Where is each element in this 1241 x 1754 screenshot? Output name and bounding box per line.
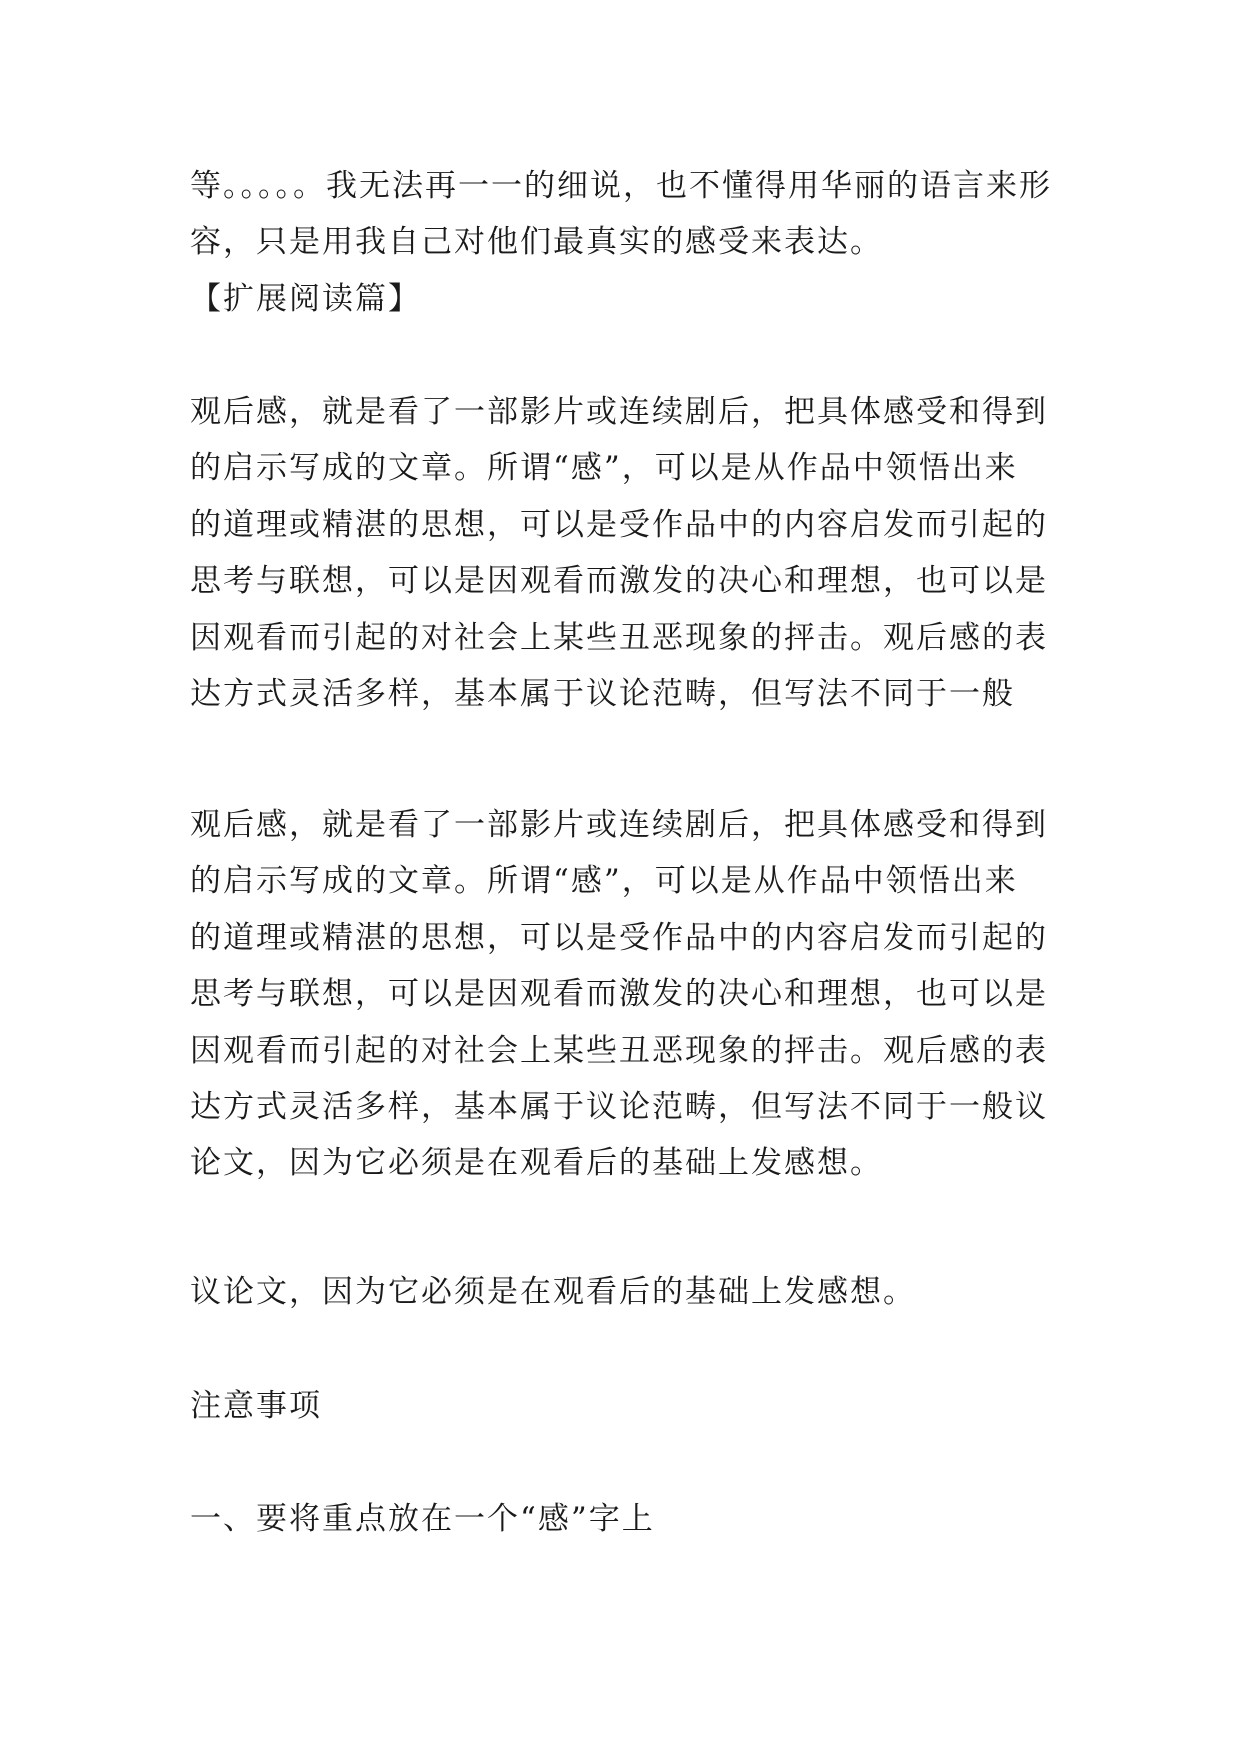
text-line: 的道理或精湛的思想，可以是受作品中的内容启发而引起的 (190, 506, 1048, 543)
text-line: 达方式灵活多样，基本属于议论范畴，但写法不同于一般 (190, 675, 1015, 712)
section-heading-extended-reading: 【扩展阅读篇】 (190, 280, 421, 317)
text-line: 思考与联想，可以是因观看而激发的决心和理想，也可以是 (190, 563, 1048, 600)
paragraph-definition-1 (190, 384, 1070, 722)
text-line: 因观看而引起的对社会上某些丑恶现象的抨击。观后感的表 (190, 1032, 1048, 1069)
text-line: 的道理或精湛的思想，可以是受作品中的内容启发而引起的 (190, 919, 1048, 956)
notes-heading (190, 1378, 1070, 1434)
text-line: 容，只是用我自己对他们最真实的感受来表达。 (190, 224, 883, 261)
text-line: 的启示写成的文章。所谓“感”，可以是从作品中领悟出来 (190, 863, 1018, 900)
text-line: 议论文，因为它必须是在观看后的基础上发感想。 (190, 1274, 916, 1310)
text-line: 论文，因为它必须是在观看后的基础上发感想。 (190, 1145, 883, 1182)
text-line: 观后感，就是看了一部影片或连续剧后，把具体感受和得到 (190, 807, 1048, 843)
paragraph-continuation (190, 1264, 1070, 1320)
list-item-text: 一、要将重点放在一个“感”字上 (190, 1501, 655, 1537)
paragraph-intro (190, 158, 1070, 327)
paragraph-definition-2 (190, 797, 1070, 1192)
text-line: 达方式灵活多样，基本属于议论范畴，但写法不同于一般议 (190, 1088, 1048, 1125)
text-line: 观后感，就是看了一部影片或连续剧后，把具体感受和得到 (190, 394, 1048, 430)
notes-item-one (190, 1491, 1070, 1547)
heading-text: 注意事项 (190, 1388, 322, 1424)
text-line: 等。。。。。我无法再一一的细说，也不懂得用华丽的语言来形 (190, 168, 1052, 204)
text-line: 思考与联想，可以是因观看而激发的决心和理想，也可以是 (190, 976, 1048, 1013)
text-line: 的启示写成的文章。所谓“感”，可以是从作品中领悟出来 (190, 450, 1018, 487)
text-line: 因观看而引起的对社会上某些丑恶现象的抨击。观后感的表 (190, 619, 1048, 656)
